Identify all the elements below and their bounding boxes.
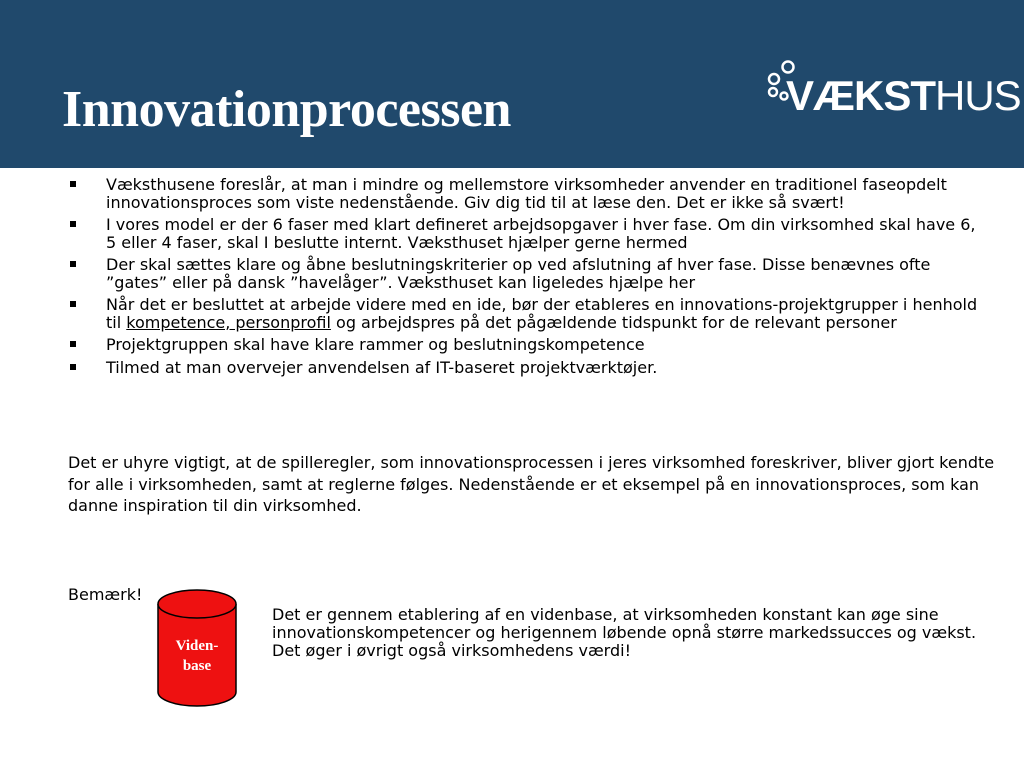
logo-wordmark <box>786 72 1021 120</box>
header-bar <box>0 0 1024 168</box>
competence-link[interactable]: kompetence, personprofil <box>126 312 331 332</box>
database-label <box>156 636 238 676</box>
bullet-text: Der skal sættes klare og åbne beslutningskriterier op ved afslutning af hver fase. Disse benævnes ofte ”gates” eller på dansk ”havelåger”. Væksthuset kan ligeledes hjælpe her <box>106 255 931 292</box>
list-item <box>68 256 988 291</box>
logo-text-bold: VÆKST <box>786 72 936 119</box>
list-item <box>68 336 988 354</box>
bullet-list <box>68 176 988 381</box>
bullet-icon <box>70 364 76 370</box>
bullet-text-before: Når det er besluttet at arbejde videre med en ide, bør der etableres en innovations-projektgrupper i henhold til <box>106 295 978 332</box>
note-text: Det er gennem etablering af en videnbase, at virksomheden konstant kan øge sine innovationskompetencer og herigennem løbende opnå større markedssucces og vækst. Det øger i øvrigt også virksomhedens værdi! <box>272 605 977 660</box>
bullet-text: Projektgruppen skal have klare rammer og beslutningskompetence <box>106 335 645 354</box>
list-item <box>68 176 988 211</box>
bullet-text: Væksthusene foreslår, at man i mindre og mellemstore virksomheder anvender en traditionel faseopdelt innovationsproces som viste nedenstående. Giv dig tid til at læse den. Det er ikke så svært! <box>106 175 947 212</box>
bullet-text-after: og arbejdspres på det pågældende tidspunkt for de relevant personer <box>330 312 897 332</box>
database-label-line2: base <box>182 658 212 674</box>
bullet-icon <box>70 181 76 187</box>
vaeksthus-logo <box>762 58 1021 128</box>
bullet-icon <box>70 301 76 307</box>
logo-text-light: HUS <box>935 72 1021 119</box>
database-label-line1: Viden- <box>175 638 219 654</box>
bullet-text: Tilmed at man overvejer anvendelsen af IT-baseret projektværktøjer. <box>106 357 658 377</box>
list-item <box>68 359 988 377</box>
bullet-text: I vores model er der 6 faser med klart defineret arbejdsopgaver i hver fase. Om din virksomhed skal have 6, 5 eller 4 faser, skal I beslutte internt. Væksthuset hjælper gerne hermed <box>106 215 976 252</box>
list-item <box>68 296 988 331</box>
body-paragraph: Det er uhyre vigtigt, at de spilleregler, som innovationsprocessen i jeres virksomhed foreskriver, bliver gjort kendte for alle i virksomheden, samt at reglerne følges. Nedenstående er et eksempel på en innovationsproces, som kan danne inspiration til din virksomhed. <box>68 453 995 515</box>
bullet-icon <box>70 221 76 227</box>
remark-label: Bemærk! <box>68 585 143 604</box>
page-title: Innovationprocessen <box>62 81 511 138</box>
bullet-icon <box>70 261 76 267</box>
bullet-icon <box>70 341 76 347</box>
list-item <box>68 216 988 251</box>
